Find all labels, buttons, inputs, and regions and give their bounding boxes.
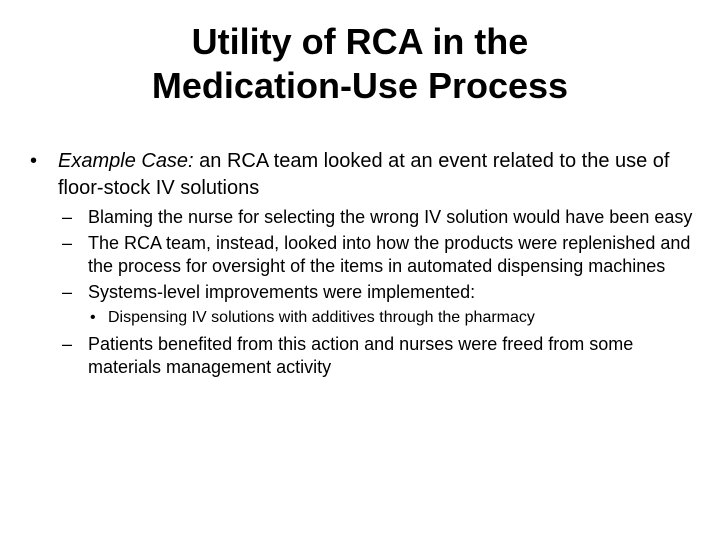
sub-item-text: Patients benefited from this action and nurses were freed from some materials management activity — [88, 334, 634, 377]
bullet-lead: Example Case: — [58, 150, 194, 172]
sub-item — [30, 232, 700, 278]
bullet-marker: • — [30, 150, 38, 172]
title-line-1: Utility of RCA in the — [191, 21, 529, 62]
dash-marker: – — [62, 207, 73, 227]
sub-item-text: Systems-level improvements were implemented: — [88, 282, 476, 302]
bullet-text: an RCA team looked at an event related to the use of floor-stock IV solutions — [58, 150, 670, 199]
dash-marker: – — [62, 334, 73, 354]
sub-item-text: The RCA team, instead, looked into how the products were replenished and the process for oversight of the items in automated dispensing machines — [88, 233, 691, 276]
nested-bullet-marker: • — [90, 309, 96, 326]
nested-item — [30, 307, 700, 329]
slide-title — [40, 20, 680, 108]
nested-item-text: Dispensing IV solutions with additives through the pharmacy — [108, 309, 535, 326]
dash-marker: – — [62, 282, 73, 302]
dash-marker: – — [62, 233, 73, 253]
slide-body — [30, 148, 700, 379]
sub-item — [30, 206, 700, 229]
main-bullet — [30, 148, 700, 202]
sub-item — [30, 333, 700, 379]
title-line-2: Medication-Use Process — [151, 65, 569, 106]
sub-item-text: Blaming the nurse for selecting the wrong IV solution would have been easy — [88, 207, 693, 227]
sub-item — [30, 281, 700, 304]
